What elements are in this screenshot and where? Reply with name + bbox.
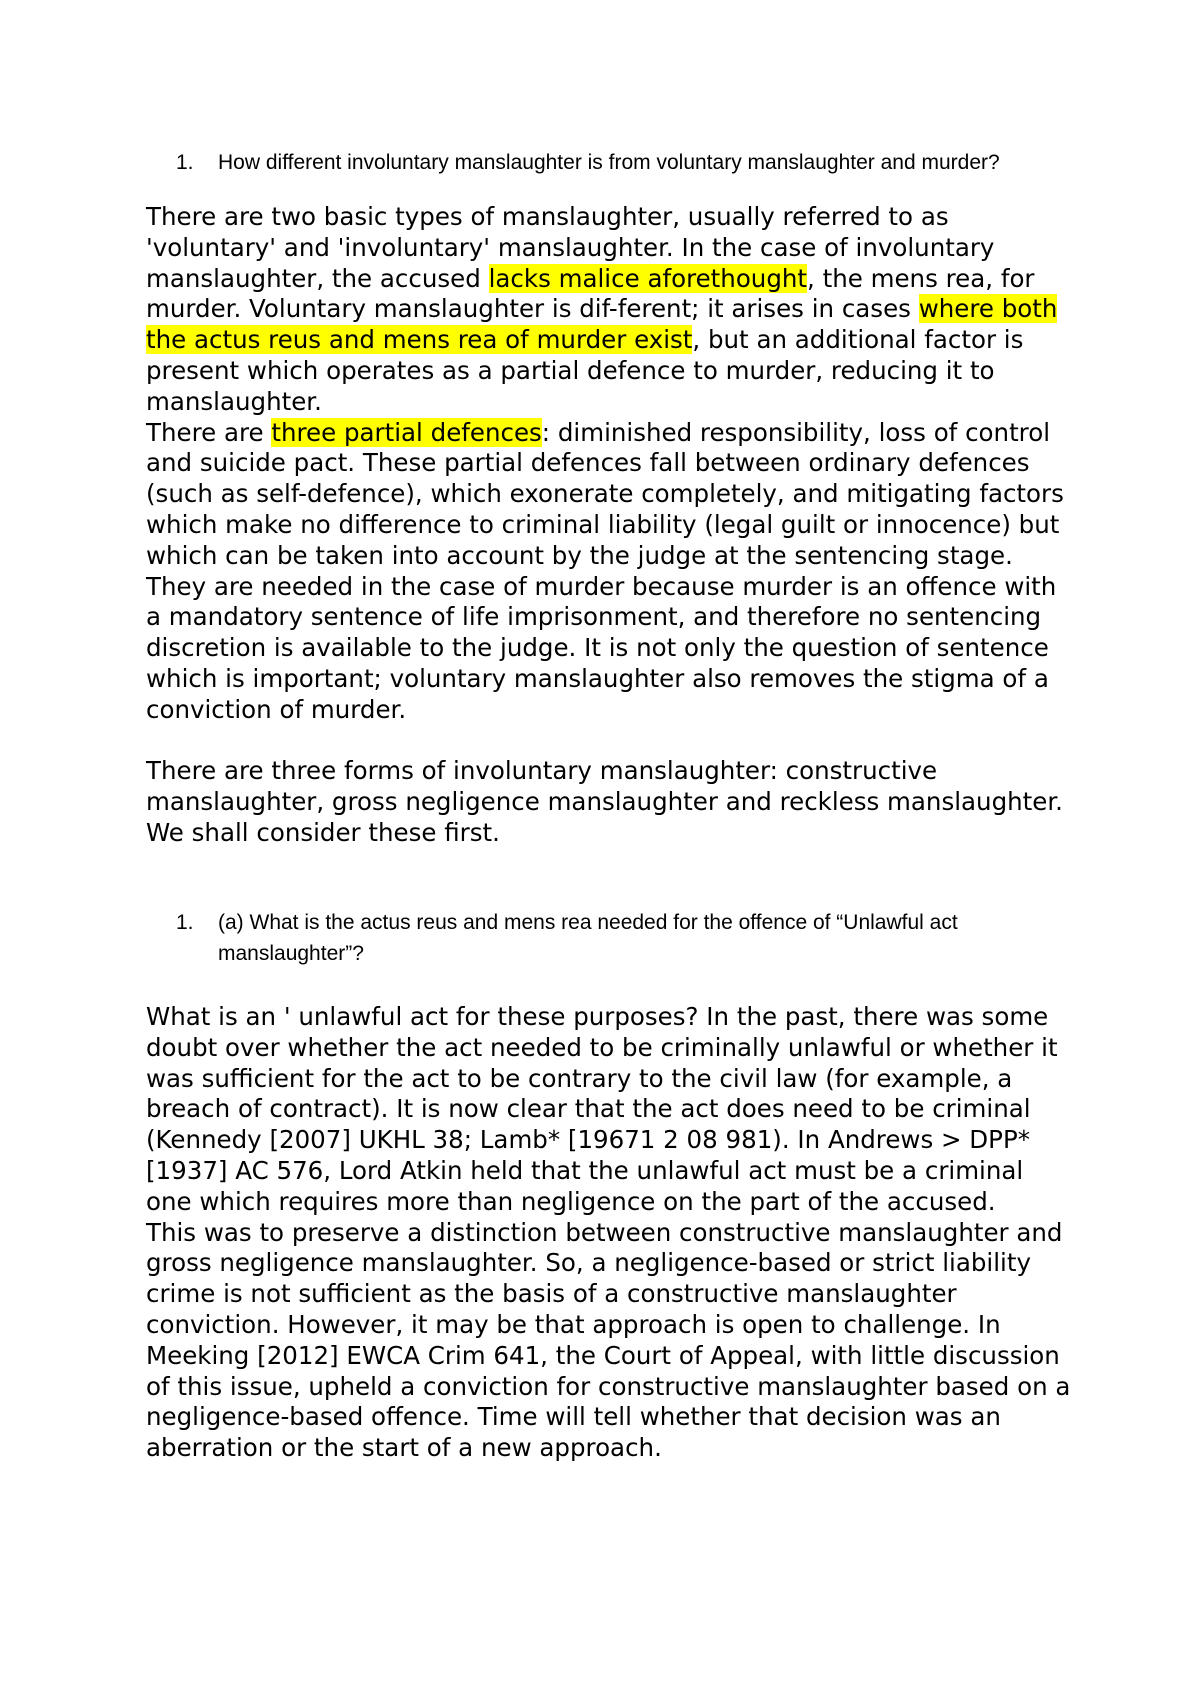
- highlighted-text: where both the actus reus and mens rea of murder exist: [146, 294, 1058, 355]
- section-1-body: [146, 202, 1076, 849]
- question-1-text: How different involuntary manslaughter is from voluntary manslaughter and murder?: [218, 151, 1000, 174]
- question-2-number: 1.: [176, 911, 194, 934]
- section-1-paragraph-2: [146, 418, 1076, 726]
- paragraph-spacer: [146, 726, 1076, 757]
- section-1-paragraph-1: [146, 202, 1076, 418]
- text-run: There are two basic types of manslaughter, usually referred to as 'voluntary' and 'involuntary' manslaughter. In the case of involuntary manslaughter, the accused: [146, 202, 995, 293]
- question-2-text: (a) What is the actus reus and mens rea needed for the offence of “Unlawful act manslaughter”?: [218, 911, 958, 965]
- section-2-paragraph-1: What is an ' unlawful act for these purposes? In the past, there was some doubt over whether the act needed to be criminally unlawful or whether it was sufficient for the act to be contrary to the civil law (for example, a breach of contract). It is now clear that the act does need to be criminal (Kennedy [2007] UKHL 38; Lamb* [19671 2 08 981). In Andrews > DPP* [1937] AC 576, Lord Atkin held that the unlawful act must be a criminal one which requires more than negligence on the part of the accused.: [146, 1002, 1058, 1216]
- question-1: [176, 147, 1056, 178]
- text-run: There are: [146, 417, 272, 447]
- section-1-paragraph-3: There are three forms of involuntary manslaughter: constructive manslaughter, gross negligence manslaughter and reckless manslaughter. We shall consider these first.: [146, 756, 1063, 847]
- highlighted-text: three partial defences: [271, 417, 542, 447]
- question-1-number: 1.: [176, 151, 194, 174]
- highlighted-text: lacks malice aforethought: [488, 263, 808, 293]
- section-2-body: [146, 1002, 1076, 1464]
- question-2: [176, 907, 1056, 969]
- text-run: , but an additional factor is present which operates as a partial defence to murder, reducing it to manslaughter.: [146, 325, 1024, 416]
- text-run: , the mens rea, for murder. Voluntary manslaughter is dif-ferent; it arises in cases: [146, 263, 1035, 324]
- text-run: : diminished responsibility, loss of control and suicide pact. These partial defences fall between ordinary defences (such as self-defence), which exonerate completely, and mitigating factors which make no difference to criminal liability (legal guilt or innocence) but which can be taken into account by the judge at the sentencing stage. They are needed in the case of murder because murder is an offence with a mandatory sentence of life imprisonment, and therefore no sentencing discretion is available to the judge. It is not only the question of sentence which is important; voluntary manslaughter also removes the stigma of a conviction of murder.: [146, 417, 1064, 724]
- section-2-paragraph-2: This was to preserve a distinction between constructive manslaughter and gross negligence manslaughter. So, a negligence-based or strict liability crime is not sufficient as the basis of a constructive manslaughter conviction. However, it may be that approach is open to challenge. In Meeking [2012] EWCA Crim 641, the Court of Appeal, with little discussion of this issue, upheld a conviction for constructive manslaughter based on a negligence-based offence. Time will tell whether that decision was an aberration or the start of a new approach.: [146, 1217, 1071, 1463]
